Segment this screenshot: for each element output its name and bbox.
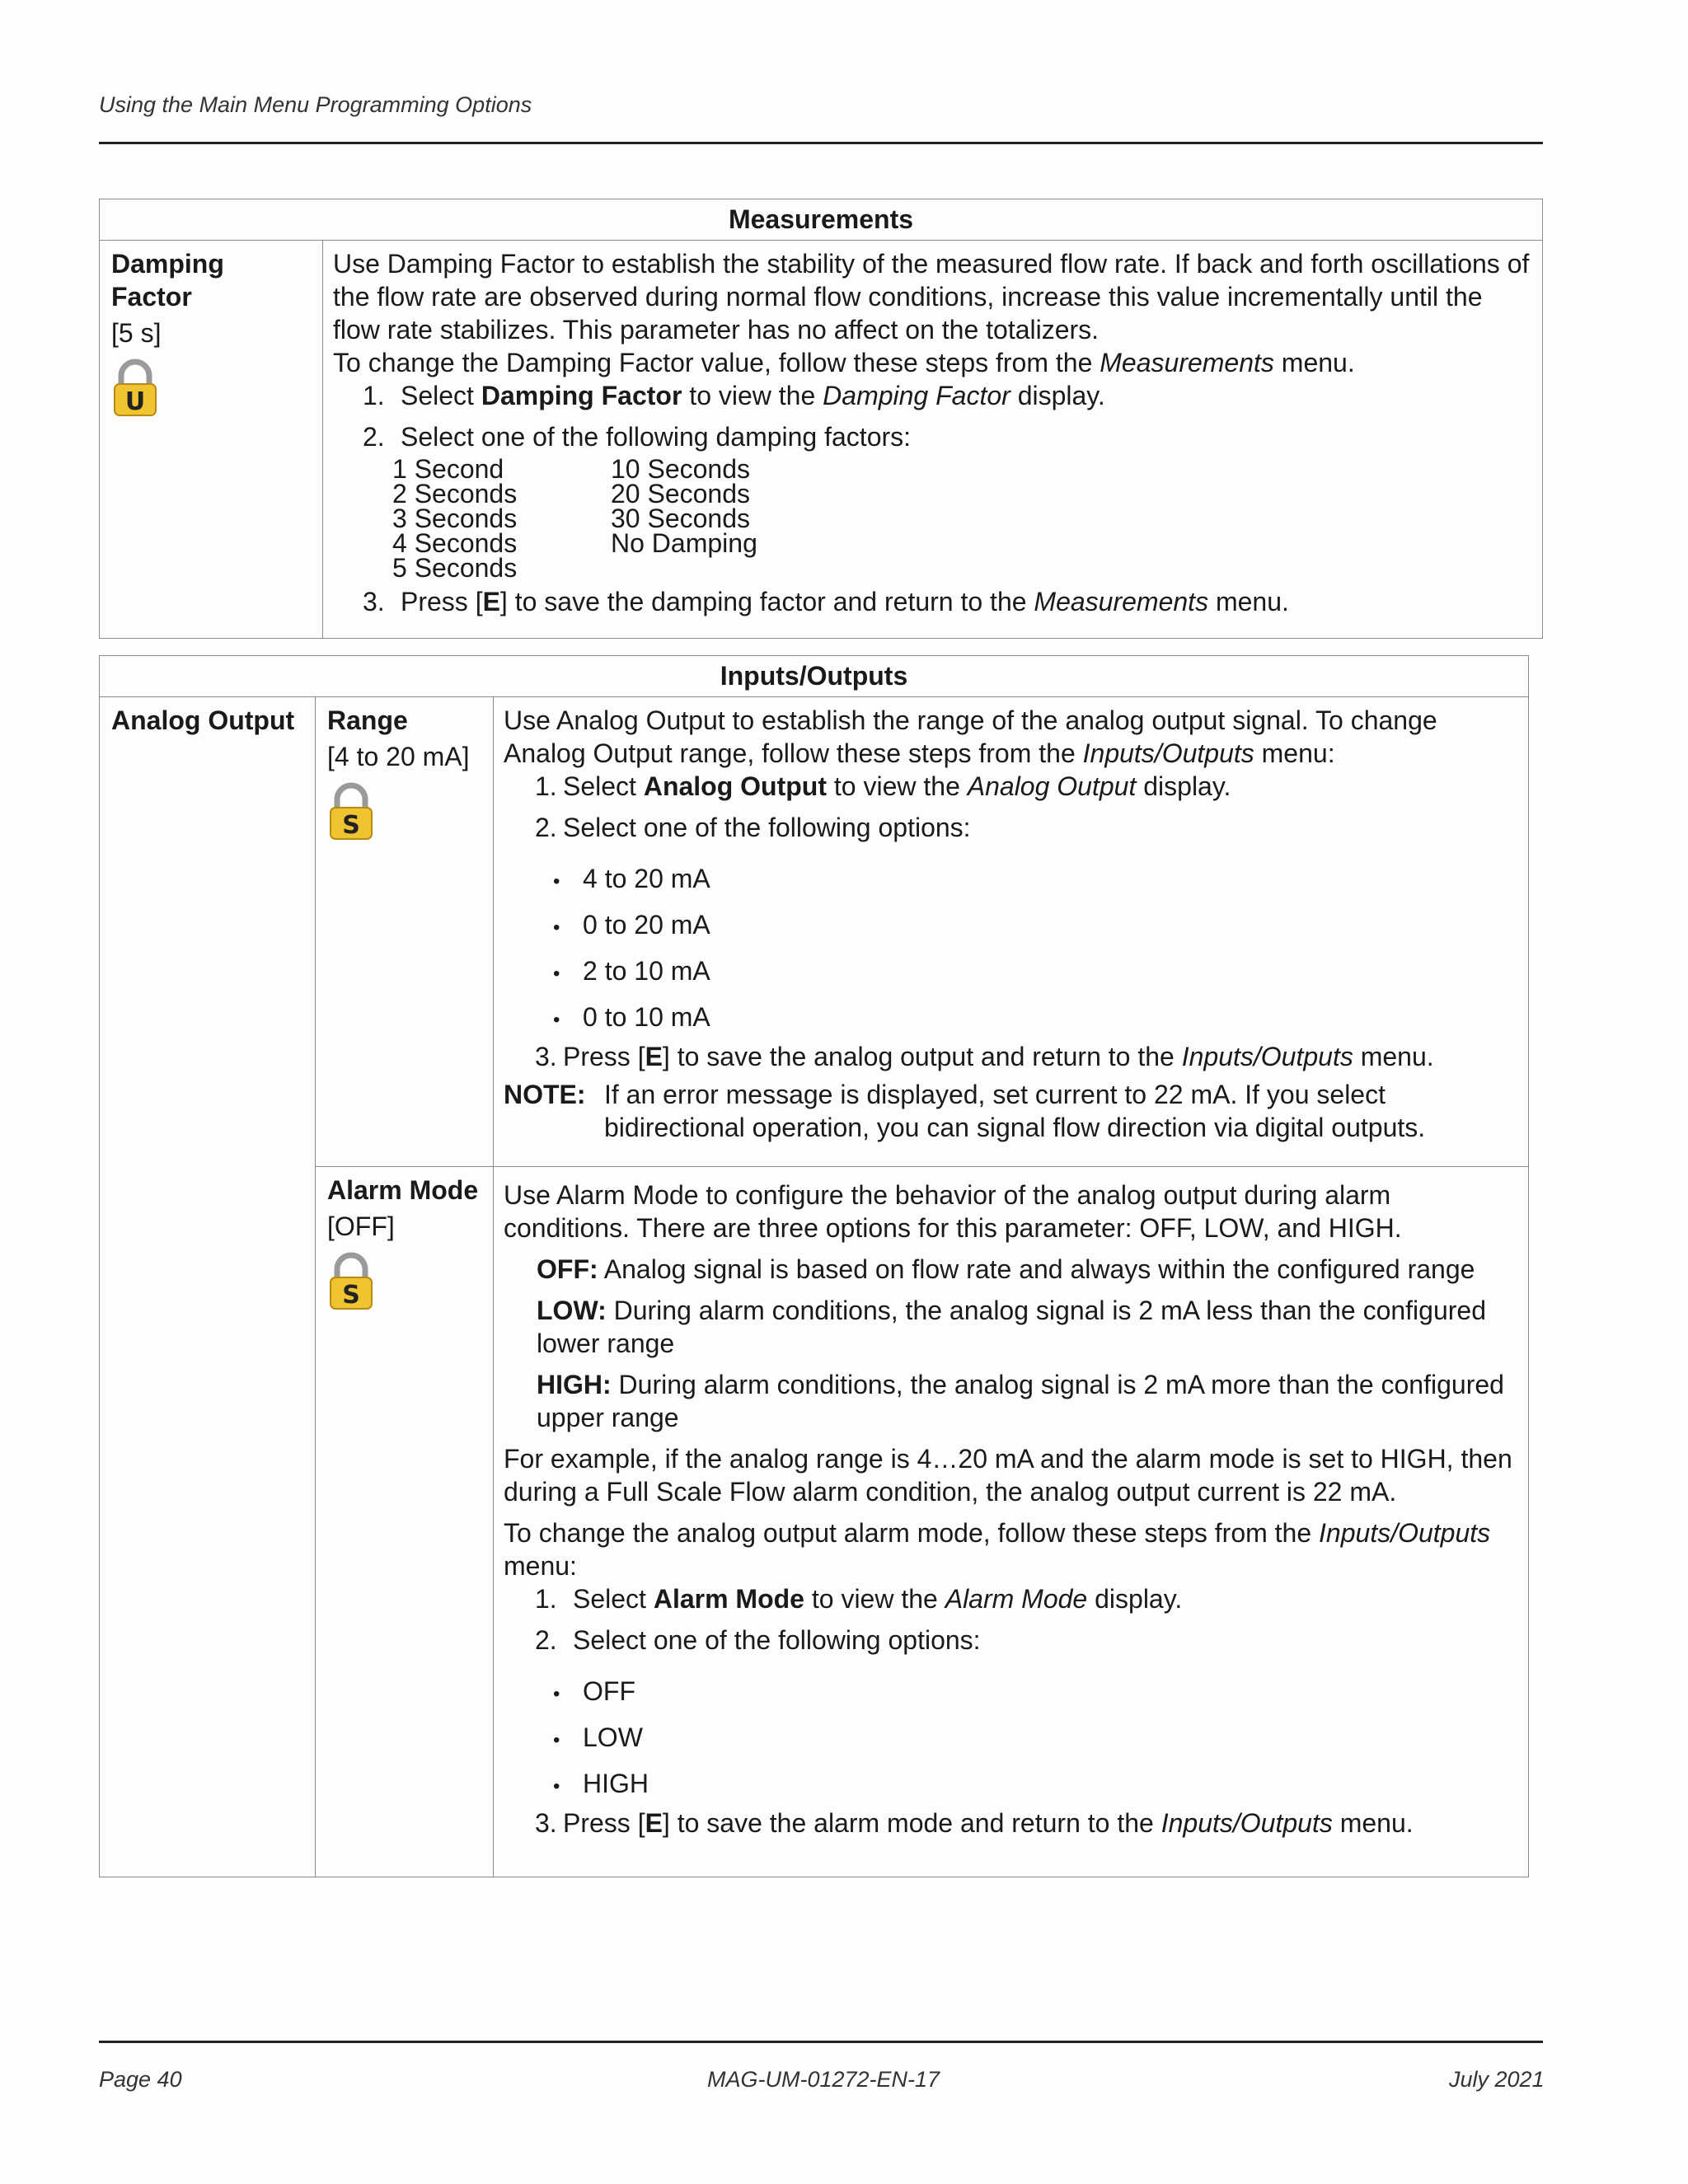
damping-option: 10 Seconds xyxy=(611,454,751,484)
lock-letter: S xyxy=(342,811,360,840)
range-option: • 0 to 20 mA xyxy=(553,910,710,940)
range-name: Range xyxy=(327,705,408,735)
damping-factor-name: Damping Factor xyxy=(111,249,224,312)
service-lock-icon xyxy=(327,781,375,841)
range-option: • 2 to 10 mA xyxy=(553,956,710,986)
range-default: [4 to 20 mA] xyxy=(327,742,470,771)
damping-option: 30 Seconds xyxy=(611,504,751,533)
damping-factor-default: [5 s] xyxy=(111,318,162,348)
alarm-mode-description xyxy=(494,1167,1529,1877)
alarm-intro: Use Alarm Mode to configure the behavior of the analog output during alarm conditions. There are three options for this parameter: OFF, LOW, and HIGH. xyxy=(504,1180,1402,1243)
alarm-high-option: HIGH: During alarm conditions, the analog signal is 2 mA more than the configured upper range xyxy=(537,1370,1504,1432)
alarm-option: • OFF xyxy=(553,1676,635,1706)
document-id: MAG-UM-01272-EN-17 xyxy=(707,2067,940,2092)
note-text: If an error message is displayed, set current to 22 mA. If you select bidirectional operation, you can signal flow direction via digital outputs. xyxy=(604,1080,1426,1142)
note-label: NOTE: xyxy=(504,1080,586,1109)
page-header: Using the Main Menu Programming Options xyxy=(99,92,532,117)
range-description xyxy=(494,697,1529,1167)
damping-options xyxy=(392,454,1532,583)
damping-option: 3 Seconds xyxy=(392,504,518,533)
alarm-option: • LOW xyxy=(553,1722,643,1752)
range-option: • 0 to 10 mA xyxy=(553,1002,710,1032)
alarm-change-line: To change the analog output alarm mode, follow these steps from the Inputs/Outputs menu: xyxy=(504,1518,1491,1581)
publication-date: July 2021 xyxy=(1449,2067,1545,2092)
range-step-3: 3. Press [E] to save the analog output and return to the Inputs/Outputs menu. xyxy=(535,1042,1434,1071)
range-step-2: 2. Select one of the following options: xyxy=(535,813,971,842)
damping-step-2: 2. Select one of the following damping factors: xyxy=(363,422,912,452)
lock-letter: S xyxy=(342,1281,360,1310)
alarm-low-option: LOW: During alarm conditions, the analog signal is 2 mA less than the configured lower range xyxy=(537,1296,1486,1358)
range-param-cell xyxy=(316,697,494,1167)
damping-change-line: To change the Damping Factor value, follow these steps from the Measurements menu. xyxy=(333,348,1355,377)
damping-param-cell xyxy=(100,241,323,639)
alarm-step-2: 2. Select one of the following options: xyxy=(535,1625,981,1655)
service-lock-icon xyxy=(327,1251,375,1310)
analog-output-name: Analog Output xyxy=(111,705,295,735)
inputs-outputs-title: Inputs/Outputs xyxy=(100,656,1529,697)
damping-option: 2 Seconds xyxy=(392,479,518,509)
range-option: • 4 to 20 mA xyxy=(553,864,710,893)
measurements-table xyxy=(99,199,1543,639)
damping-step-3: 3. Press [E] to save the damping factor and return to the Measurements menu. xyxy=(363,587,1289,616)
range-step-1: 1. Select Analog Output to view the Analog Output display. xyxy=(535,771,1231,801)
user-lock-icon xyxy=(111,358,159,417)
alarm-step-3: 3. Press [E] to save the alarm mode and return to the Inputs/Outputs menu. xyxy=(535,1808,1414,1838)
alarm-example: For example, if the analog range is 4…20 mA and the alarm mode is set to HIGH, then during a Full Scale Flow alarm condition, the analog output current is 22 mA. xyxy=(504,1444,1512,1507)
inputs-outputs-table xyxy=(99,655,1529,1877)
alarm-step-1: 1. Select Alarm Mode to view the Alarm Mode display. xyxy=(535,1584,1183,1614)
page-number: Page 40 xyxy=(99,2067,182,2092)
alarm-mode-default: [OFF] xyxy=(327,1212,395,1241)
footer-rule xyxy=(99,2041,1543,2043)
alarm-option: • HIGH xyxy=(553,1769,649,1798)
damping-option: 1 Second xyxy=(392,454,504,484)
damping-option: No Damping xyxy=(611,528,757,558)
measurements-title: Measurements xyxy=(100,199,1543,241)
header-rule xyxy=(99,142,1543,144)
range-note xyxy=(504,1078,1518,1144)
range-intro: Use Analog Output to establish the range of the analog output signal. To change Analog Output range, follow these steps from the Inputs/Outputs menu: xyxy=(504,705,1437,768)
damping-intro: Use Damping Factor to establish the stability of the measured flow rate. If back and forth oscillations of the flow rate are observed during normal flow conditions, increase this value incrementally until the flow rate stabilizes. This parameter has no affect on the totalizers. xyxy=(333,249,1530,344)
analog-output-group-cell xyxy=(100,697,316,1877)
damping-option: 5 Seconds xyxy=(392,553,518,583)
damping-description xyxy=(323,241,1543,639)
damping-option: 4 Seconds xyxy=(392,528,518,558)
alarm-mode-name: Alarm Mode xyxy=(327,1175,479,1205)
damping-option: 20 Seconds xyxy=(611,479,751,509)
damping-step-1: 1. Select Damping Factor to view the Damping Factor display. xyxy=(363,381,1105,410)
lock-letter: U xyxy=(124,387,146,416)
alarm-off-option: OFF: Analog signal is based on flow rate and always within the configured range xyxy=(537,1254,1475,1284)
alarm-mode-param-cell xyxy=(316,1167,494,1877)
